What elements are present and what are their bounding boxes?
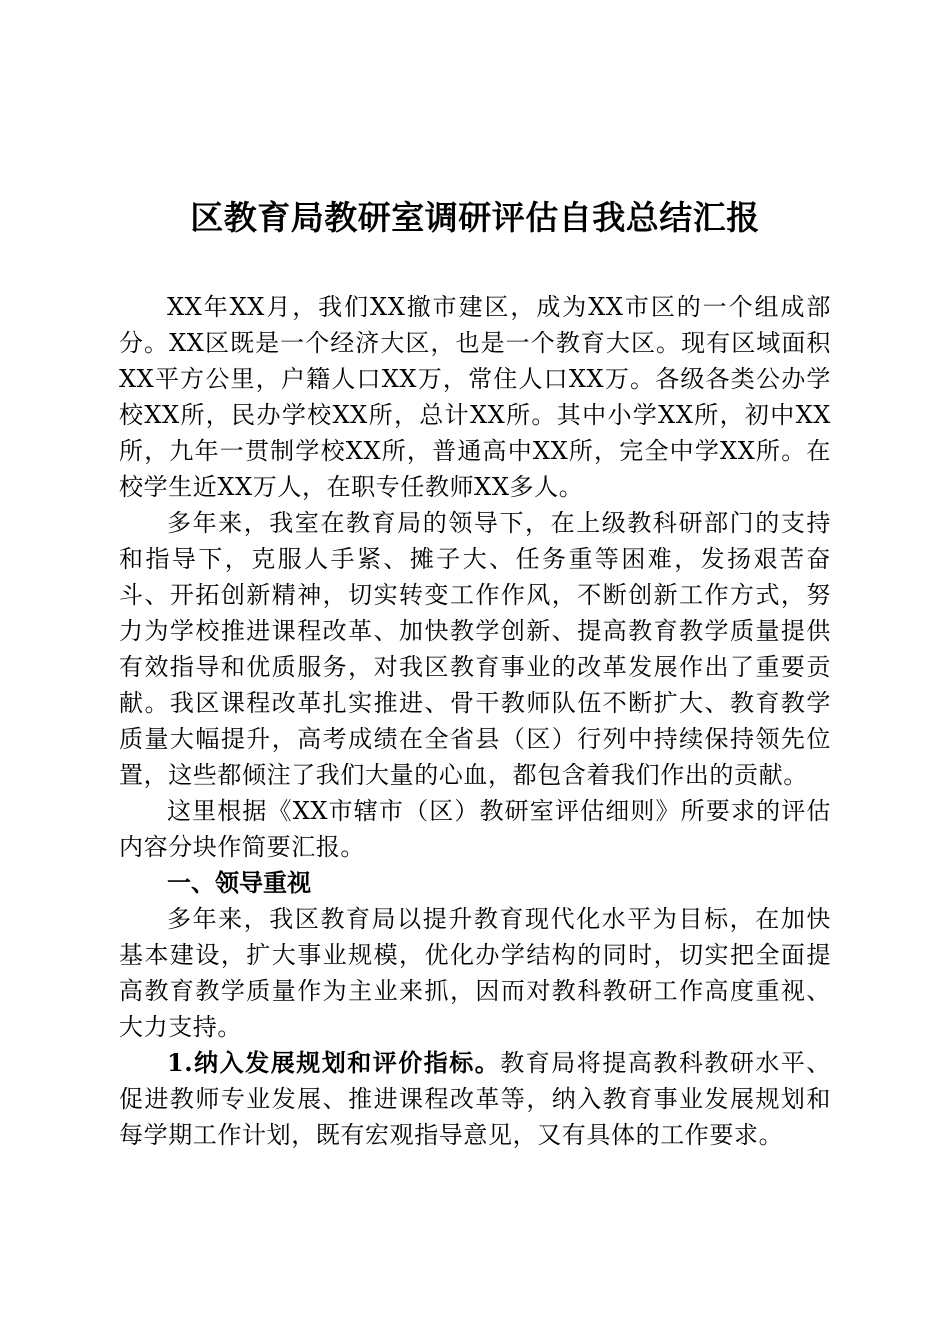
document-body bbox=[119, 289, 831, 1153]
item-1-text: 教育局将提高教科教研水平、促进教师专业发展、推进课程改革等，纳入教育事业发展规划和每学期工作计划，既有宏观指导意见，又有具体的工作要求。 bbox=[119, 1049, 831, 1149]
paragraph-intro: XX年XX月，我们XX撤市建区，成为XX市区的一个组成部分。XX区既是一个经济大区，也是一个教育大区。现有区域面积XX平方公里，户籍人口XX万，常住人口XX万。各级各类公办学校XX所，民办学校XX所，总计XX所。其中小学XX所，初中XX所，九年一贯制学校XX所，普通高中XX所，完全中学XX所。在校学生近XX万人，在职专任教师XX多人。 bbox=[119, 293, 831, 501]
section-heading-leadership: 一、领导重视 bbox=[167, 869, 311, 897]
item-1-lead: 1.纳入发展规划和评价指标。 bbox=[167, 1048, 501, 1077]
paragraph-item-1 bbox=[119, 1045, 831, 1153]
paragraph-report-scope: 这里根据《XX市辖市（区）教研室评估细则》所要求的评估内容分块作简要汇报。 bbox=[119, 797, 831, 861]
document-title: 区教育局教研室调研评估自我总结汇报 bbox=[190, 198, 760, 237]
paragraph-achievements: 多年来，我室在教育局的领导下，在上级教科研部门的支持和指导下，克服人手紧、摊子大、任务重等困难，发扬艰苦奋斗、开拓创新精神，切实转变工作作风，不断创新工作方式，努力为学校推进课程改革、加快教学创新、提高教育教学质量提供有效指导和优质服务，对我区教育事业的改革发展作出了重要贡献。我区课程改革扎实推进、骨干教师队伍不断扩大、教育教学质量大幅提升，高考成绩在全省县（区）行列中持续保持领先位置，这些都倾注了我们大量的心血，都包含着我们作出的贡献。 bbox=[119, 509, 831, 789]
paragraph-leadership-intro: 多年来，我区教育局以提升教育现代化水平为目标，在加快基本建设，扩大事业规模，优化办学结构的同时，切实把全面提高教育教学质量作为主业来抓，因而对教科教研工作高度重视、大力支持。 bbox=[119, 905, 831, 1041]
